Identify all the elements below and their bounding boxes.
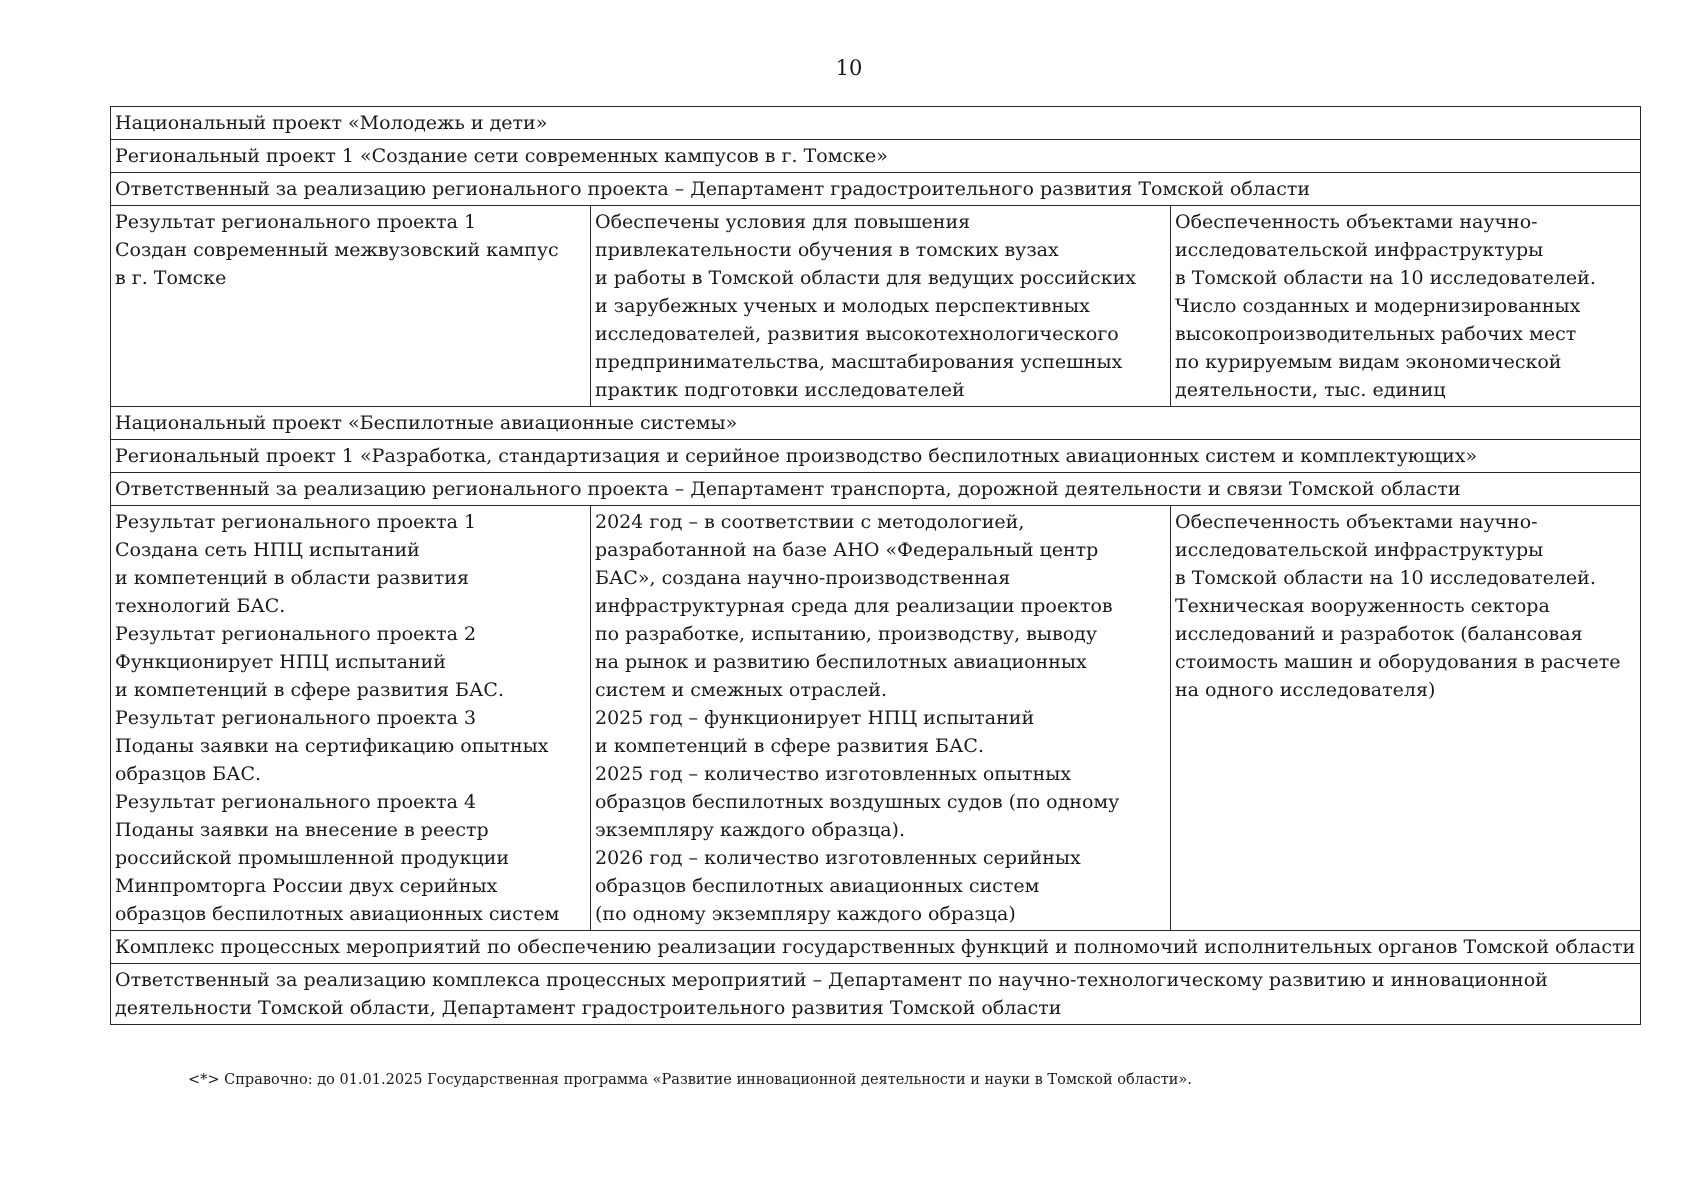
- responsible-department: Ответственный за реализацию регионального проекта – Департамент градостроительного развития Томской области: [111, 173, 1641, 206]
- footnote: <*> Справочно: до 01.01.2025 Государственная программа «Развитие инновационной деятельности и науки в Томской области».: [188, 1072, 1192, 1088]
- result-cell: Результат регионального проекта 1 Создана сеть НПЦ испытаний и компетенций в области развития технологий БАС. Результат регионального проекта 2 Функционирует НПЦ испытаний и компетенций в сфере развития БАС. Результат регионального проекта 3 Поданы заявки на сертификацию опытных образцов БАС. Результат регионального проекта 4 Поданы заявки на внесение в реестр российской промышленной продукции Минпромторга России двух серийных образцов беспилотных авиационных систем: [111, 506, 591, 931]
- indicator-cell: Обеспеченность объектами научно- исследовательской инфраструктуры в Томской области на 10 исследователей. Число созданных и модернизированных высокопроизводительных рабочих мест по курируемым видам экономической деятельности, тыс. единиц: [1171, 206, 1641, 407]
- conditions-cell: 2024 год – в соответствии с методологией, разработанной на базе АНО «Федеральный центр БАС», создана научно-производственная инфраструктурная среда для реализации проектов по разработке, испытанию, производству, выводу на рынок и развитию беспилотных авиационных систем и смежных отраслей. 2025 год – функционирует НПЦ испытаний и компетенций в сфере развития БАС. 2025 год – количество изготовленных опытных образцов беспилотных воздушных судов (по одному экземпляру каждого образца). 2026 год – количество изготовленных серийных образцов беспилотных авиационных систем (по одному экземпляру каждого образца): [591, 506, 1171, 931]
- page-number: 10: [835, 56, 863, 80]
- table-row: [111, 173, 1641, 206]
- regional-project-title: Региональный проект 1 «Создание сети современных кампусов в г. Томске»: [111, 140, 1641, 173]
- responsible-department: Ответственный за реализацию комплекса процессных мероприятий – Департамент по научно-технологическому развитию и инновационной деятельности Томской области, Департамент градостроительного развития Томской области: [111, 964, 1641, 1025]
- table-row: [111, 473, 1641, 506]
- table-row: [111, 440, 1641, 473]
- indicator-cell: Обеспеченность объектами научно- исследовательской инфраструктуры в Томской области на 10 исследователей. Техническая вооруженность сектора исследований и разработок (балансовая стоимость машин и оборудования в расчете на одного исследователя): [1171, 506, 1641, 931]
- table-row: [111, 931, 1641, 964]
- conditions-cell: Обеспечены условия для повышения привлекательности обучения в томских вузах и работы в Томской области для ведущих российских и зарубежных ученых и молодых перспективных исследователей, развития высокотехнологического предпринимательства, масштабирования успешных практик подготовки исследователей: [591, 206, 1171, 407]
- table-row: [111, 140, 1641, 173]
- result-cell: Результат регионального проекта 1 Создан современный межвузовский кампус в г. Томске: [111, 206, 591, 407]
- responsible-department: Ответственный за реализацию регионального проекта – Департамент транспорта, дорожной деятельности и связи Томской области: [111, 473, 1641, 506]
- national-project-title: Национальный проект «Молодежь и дети»: [111, 107, 1641, 140]
- process-complex-title: Комплекс процессных мероприятий по обеспечению реализации государственных функций и полномочий исполнительных органов Томской области: [111, 931, 1641, 964]
- table-row: [111, 964, 1641, 1025]
- table-row: [111, 407, 1641, 440]
- program-table: [110, 106, 1641, 1025]
- table-row: [111, 506, 1641, 931]
- national-project-title: Национальный проект «Беспилотные авиационные системы»: [111, 407, 1641, 440]
- table-row: [111, 206, 1641, 407]
- regional-project-title: Региональный проект 1 «Разработка, стандартизация и серийное производство беспилотных авиационных систем и комплектующих»: [111, 440, 1641, 473]
- table-row: [111, 107, 1641, 140]
